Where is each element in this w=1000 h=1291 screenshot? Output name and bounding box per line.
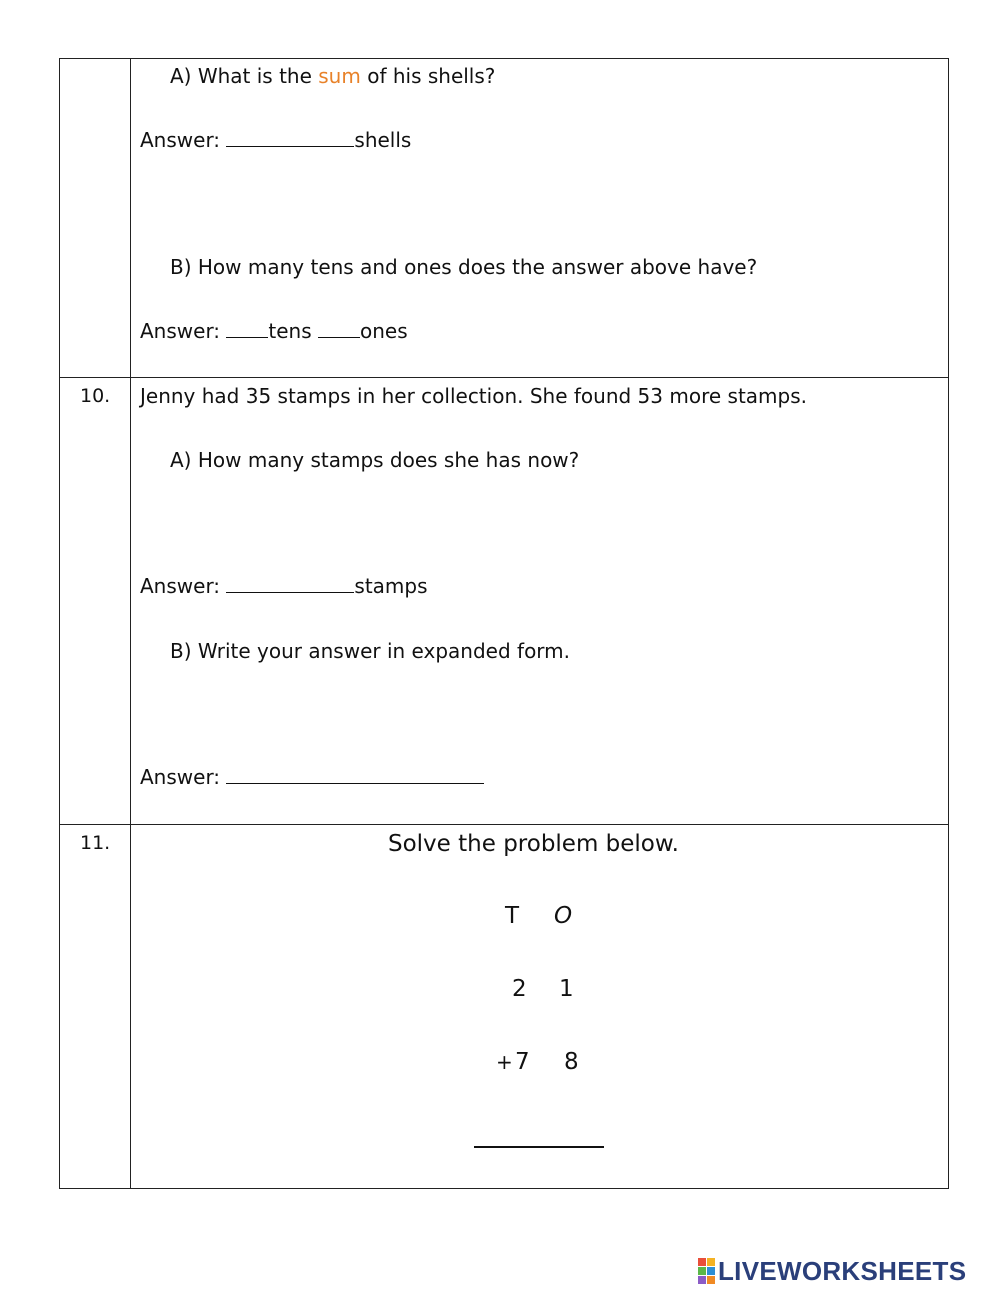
answer-blank[interactable] <box>226 128 354 147</box>
logo-blocks-icon <box>698 1258 715 1284</box>
q9-answer-b: Answer: tens ones <box>140 319 408 343</box>
q10-part-a: A) How many stamps does she has now? <box>170 448 580 472</box>
row1-tens: 2 <box>512 976 527 1002</box>
liveworksheets-logo <box>698 1255 967 1286</box>
q11-number: 11. <box>80 832 111 854</box>
ones-header: O <box>554 903 573 929</box>
q10-answer-b: Answer: <box>140 765 484 789</box>
q9-part-b: B) How many tens and ones does the answer above have? <box>170 255 758 279</box>
q9-part-a: A) What is the sum of his shells? <box>170 64 496 88</box>
ones-blank[interactable] <box>318 319 360 338</box>
question-table <box>59 58 949 1189</box>
row1-ones: 1 <box>559 976 574 1002</box>
q10-answer-a: Answer: stamps <box>140 574 428 598</box>
q9-answer-a: Answer: shells <box>140 128 412 152</box>
row2-ones: 8 <box>564 1049 579 1075</box>
expanded-form-blank[interactable] <box>226 765 484 784</box>
sum-highlight: sum <box>318 64 361 88</box>
row-divider-10 <box>59 377 949 378</box>
logo-text: LIVEWORKSHEETS <box>718 1255 967 1286</box>
column-divider <box>130 58 131 1189</box>
q10-part-b: B) Write your answer in expanded form. <box>170 639 571 663</box>
q10-prompt: Jenny had 35 stamps in her collection. She found 53 more stamps. <box>140 384 807 408</box>
sum-answer-line[interactable] <box>474 1146 604 1148</box>
answer-blank[interactable] <box>226 574 354 593</box>
q10-number: 10. <box>80 385 111 407</box>
plus-sign: + <box>496 1050 513 1074</box>
q11-title: Solve the problem below. <box>388 831 679 857</box>
row-divider-11 <box>59 824 949 825</box>
tens-header: T <box>505 903 520 929</box>
tens-blank[interactable] <box>226 319 268 338</box>
row2-tens: 7 <box>515 1049 530 1075</box>
